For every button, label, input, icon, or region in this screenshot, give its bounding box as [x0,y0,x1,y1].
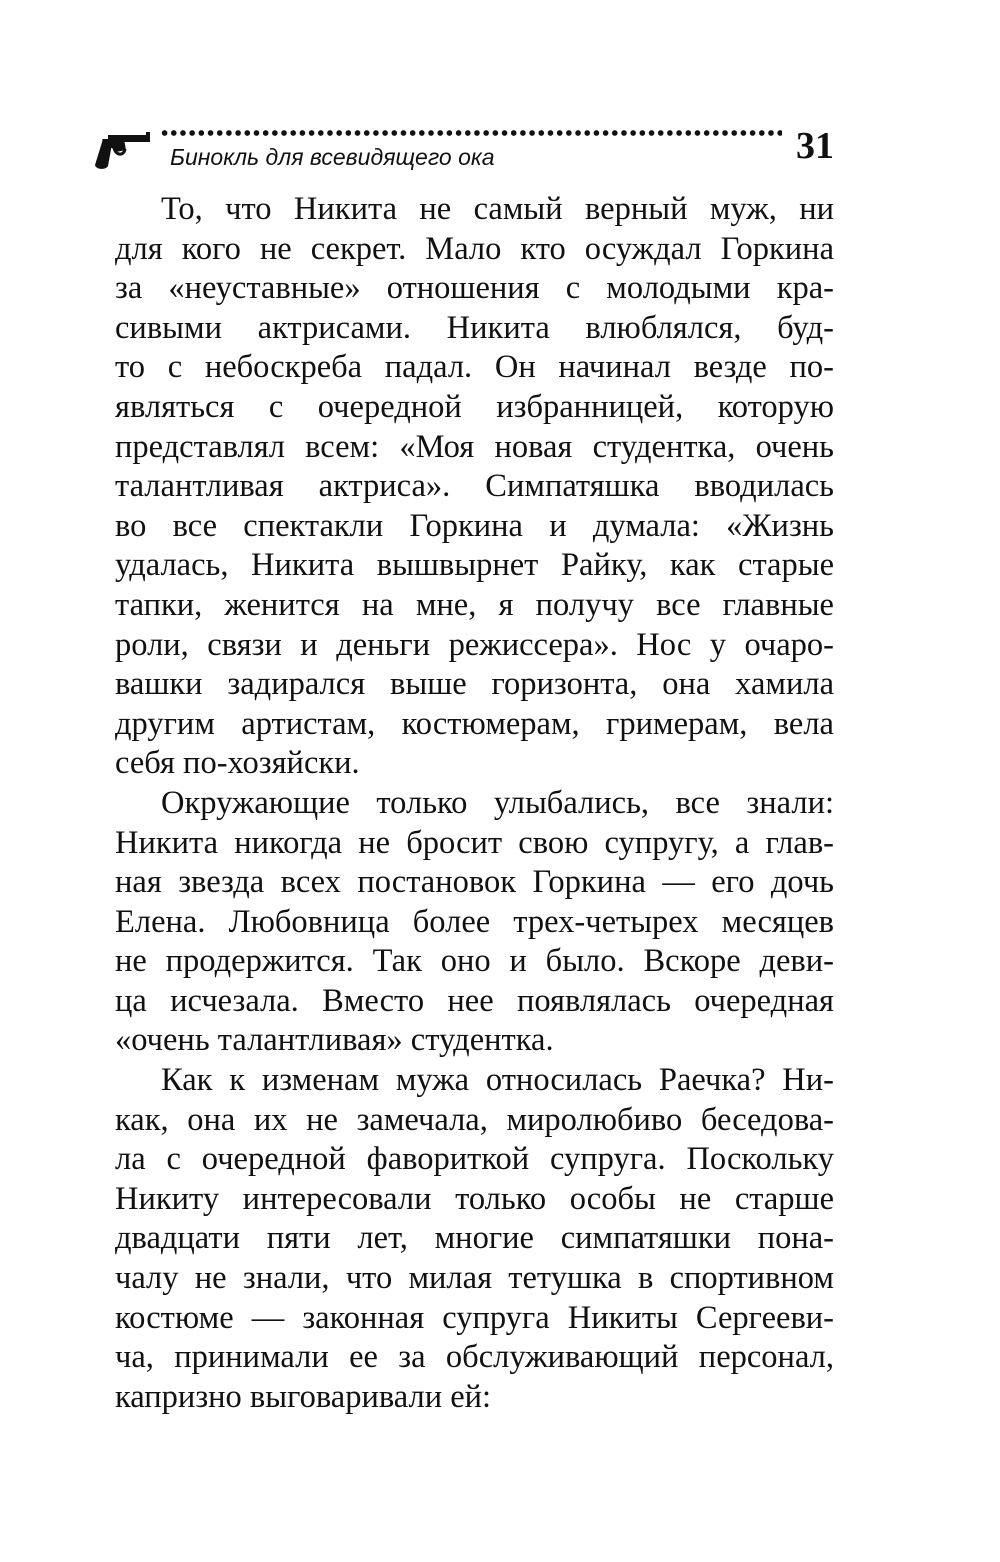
text-line: капризно выговаривали ей: [115,1378,492,1415]
text-line: «очень талантливая» студентка. [115,1022,554,1059]
body-text [115,190,834,1417]
text-line: за «неуставные» отношения с молодыми кра- [115,270,834,307]
text-line: сивыми актрисами. Никита влюблялся, буд- [115,309,834,346]
text-line: двадцати пяти лет, многие симпатяшки пона- [115,1220,834,1257]
text-line: ная звезда всех постановок Горкина — его дочь [115,864,834,901]
text-line: роли, связи и деньги режиссера». Нос у очаро- [115,626,834,663]
text-line: чалу не знали, что милая тетушка в спортивном [115,1260,834,1297]
text-line: тапки, женится на мне, я получу все главные [115,586,834,623]
text-line: Никиту интересовали только особы не старше [115,1180,834,1217]
text-line: являться с очередной избранницей, которую [115,388,834,425]
revolver-icon [94,130,152,172]
paragraph-3 [115,1061,834,1417]
text-line: Как к изменам мужа относилась Раечка? Ни- [161,1062,834,1099]
text-line: другим артистам, костюмерам, гримерам, вела [115,705,834,742]
text-line: для кого не секрет. Мало кто осуждал Горкина [115,230,834,267]
running-title: Бинокль для всевидящего ока [170,144,495,170]
text-line: Елена. Любовница более трех-четырех месяцев [115,903,834,940]
dot-leader [160,130,782,136]
text-line: ла с очередной фавориткой супруга. Поскольку [115,1141,834,1178]
text-line: во все спектакли Горкина и думала: «Жизнь [115,507,834,544]
text-line: То, что Никита не самый верный муж, ни [161,191,834,227]
text-line: талантливая актриса». Симпатяшка вводилась [115,468,834,505]
text-line: представлял всем: «Моя новая студентка, очень [115,428,834,465]
page-header [94,122,842,178]
text-line: ца исчезала. Вместо нее появлялась очередная [115,982,834,1019]
text-line: вашки задирался выше горизонта, она хамила [115,666,834,703]
text-line: себя по-хозяйски. [115,745,360,782]
text-line: костюме — законная супруга Никиты Сергееви- [115,1299,834,1336]
text-line: не продержится. Так оно и было. Вскоре деви- [115,943,834,980]
page-number: 31 [796,125,834,167]
text-line: Никита никогда не бросит свою супругу, а глав- [115,824,834,861]
text-line: удалась, Никита вышвырнет Райку, как старые [115,547,834,584]
paragraph-2 [115,784,834,1061]
text-line: как, она их не замечала, миролюбиво беседова- [115,1101,834,1138]
text-line: Окружающие только улыбались, все знали: [161,784,834,821]
text-line: ча, принимали ее за обслуживающий персонал, [115,1339,834,1376]
paragraph-1 [115,190,834,784]
text-line: то с небоскреба падал. Он начинал везде по- [115,349,834,386]
